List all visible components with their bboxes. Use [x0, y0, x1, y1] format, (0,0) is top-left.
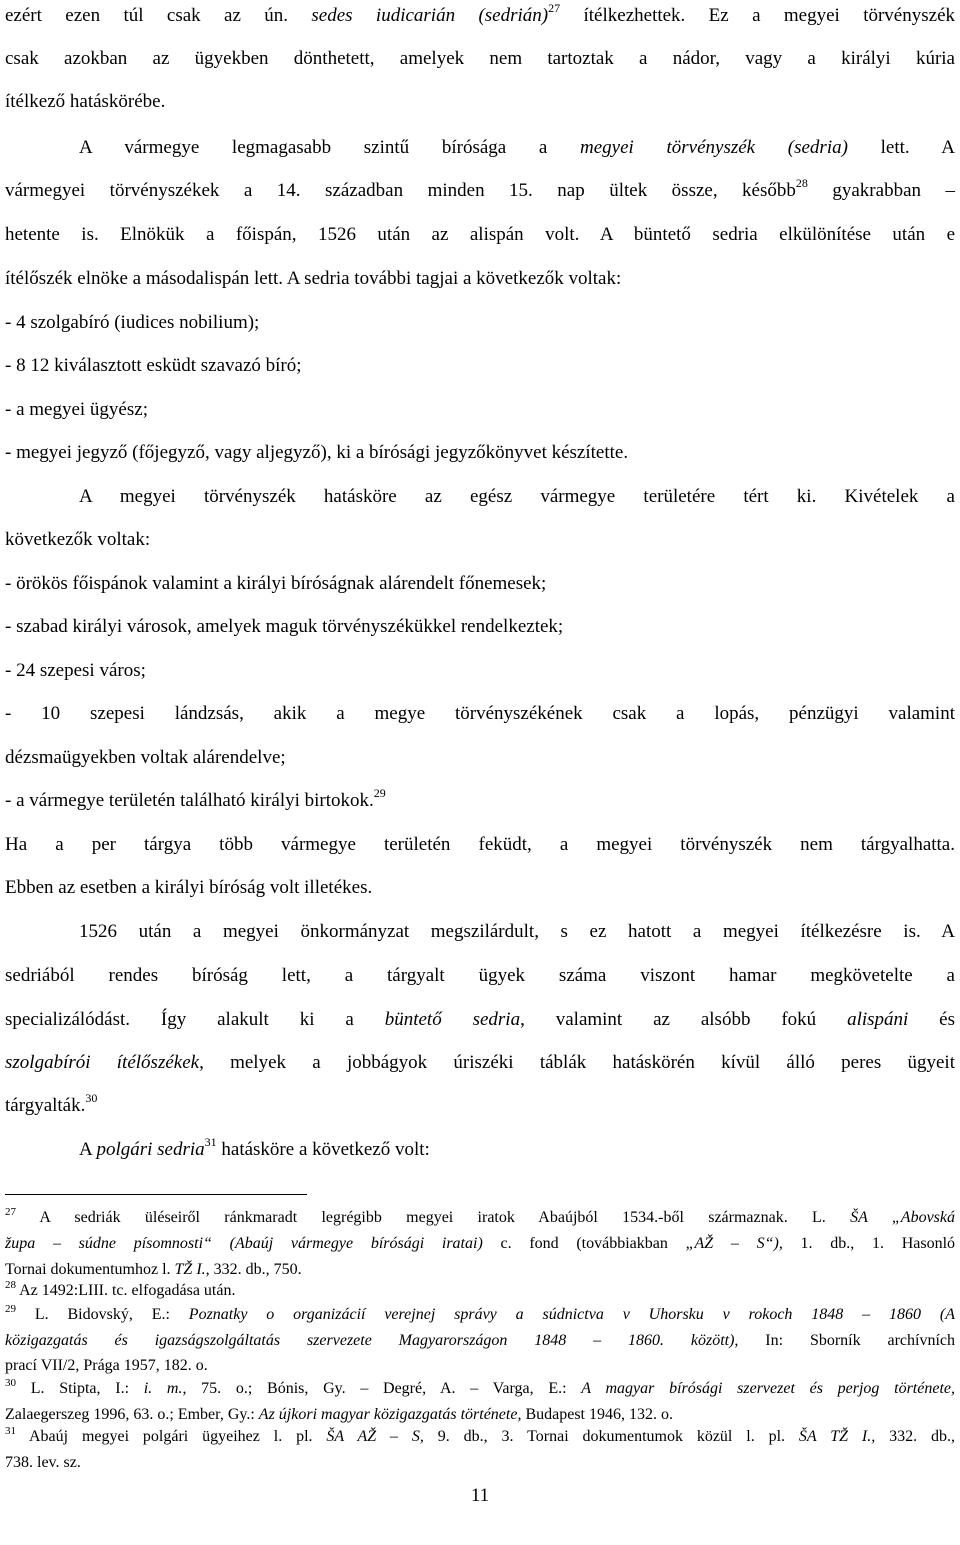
- footnote-29: $^{29}$ L. Bidovský, E.: Poznatky o organizácií verejnej správy a súdnictva v Uhorsku v rokoch 1848 – 1860 (A: [5, 1303, 955, 1323]
- footnote-ref: 31: [204, 1135, 217, 1149]
- body-line: dézsmaügyekben voltak alárendelve;: [5, 747, 286, 768]
- body-line: ítélkező hatáskörébe.: [5, 91, 166, 112]
- list-item: - 24 szepesi város;: [5, 660, 146, 681]
- body-line: sedriából rendes bíróság lett, a tárgyalt ügyek száma viszont hamar megkövetelte a: [5, 965, 955, 986]
- body-line: ezért ezen túl csak az ún. sedes iudicarián (sedrián)$^{27}$ ítélkezhettek. Ez a megyei törvényszék: [5, 1, 955, 26]
- body-line: A vármegye legmagasabb szintű bírósága a megyei törvényszék (sedria) lett. A: [79, 137, 955, 158]
- footnote-27-line: Tornai dokumentumhoz l. TŽ I., 332. db., 750.: [5, 1261, 302, 1278]
- footnote-29-line: prací VII/2, Prága 1957, 182. o.: [5, 1357, 208, 1374]
- footnote-28: $^{28}$ Az 1492:LIII. tc. elfogadása után.: [5, 1279, 236, 1299]
- body-line: A megyei törvényszék hatásköre az egész vármegye területére tért ki. Kivételek a: [79, 486, 955, 507]
- body-line: csak azokban az ügyekben dönthetett, amelyek nem tartoztak a nádor, vagy a királyi kúria: [5, 48, 955, 69]
- footnote-29-line: közigazgatás és igazságszolgáltatás szervezete Magyarországon 1848 – 1860. között), In: Sborník archívních: [5, 1332, 956, 1349]
- body-line: vármegyei törvényszékek a 14. században minden 15. nap ültek össze, később$^{28}$ gyakrabban –: [5, 176, 955, 201]
- list-item: - szabad királyi városok, amelyek maguk törvényszékükkel rendelkeztek;: [5, 616, 564, 637]
- list-item: - a vármegye területén található királyi birtokok.$^{29}$: [5, 786, 386, 811]
- body-line: hetente is. Elnökük a főispán, 1526 után az alispán volt. A büntető sedria elkülönítése után e: [5, 224, 955, 245]
- list-item: - megyei jegyző (főjegyző, vagy aljegyző), ki a bírósági jegyzőkönyvet készítette.: [5, 442, 629, 463]
- footnote-30-line: Zalaegerszeg 1996, 63. o.; Ember, Gy.: Az újkori magyar közigazgatás története, Budapest 1946, 132. o.: [5, 1406, 673, 1423]
- body-line: specializálódást. Így alakult ki a büntető sedria, valamint az alsóbb fokú alispáni és: [5, 1009, 956, 1030]
- body-line: ítélőszék elnöke a másodalispán lett. A sedria további tagjai a következők voltak:: [5, 268, 622, 289]
- body-line: Ebben az esetben a királyi bíróság volt illetékes.: [5, 877, 373, 898]
- body-line: következők voltak:: [5, 529, 151, 550]
- footnote-27-line: župa – súdne písomnosti“ (Abaúj vármegye bírósági iratai) c. fond (továbbiakban „AŽ – S“), 1. db., 1. Hasonló: [5, 1235, 956, 1252]
- body-line: szolgabírói ítélőszékek, melyek a jobbágyok úriszéki táblák hatáskörén kívül álló peres ügyeit: [5, 1052, 955, 1073]
- footnote-31-line: 738. lev. sz.: [5, 1454, 81, 1471]
- list-item: - 4 szolgabíró (iudices nobilium);: [5, 312, 260, 333]
- footnote-31: $^{31}$ Abaúj megyei polgári ügyeihez l. pl. ŠA AŽ – S, 9. db., 3. Tornai dokumentumok közül l. pl. ŠA TŽ I., 332. db.,: [5, 1425, 956, 1445]
- page-number: 11: [470, 1485, 490, 1506]
- list-item: - a megyei ügyész;: [5, 399, 148, 420]
- footnote-30: $^{30}$ L. Stipta, I.: i. m., 75. o.; Bónis, Gy. – Degré, A. – Varga, E.: A magyar bírósági szervezet és perjog története,: [5, 1377, 956, 1397]
- list-item: - örökös főispánok valamint a királyi bíróságnak alárendelt főnemesek;: [5, 573, 547, 594]
- body-line: Ha a per tárgya több vármegye területén feküdt, a megyei törvényszék nem tárgyalhatta.: [5, 834, 955, 855]
- footnote-ref: 28: [795, 176, 808, 190]
- footnote-ref: 27: [548, 1, 561, 15]
- footnote-separator: [5, 1194, 307, 1195]
- body-line: 1526 után a megyei önkormányzat megszilárdult, s ez hatott a megyei ítélkezésre is. A: [79, 921, 955, 942]
- body-line: tárgyalták.$^{30}$: [5, 1091, 98, 1116]
- list-item: - 10 szepesi lándzsás, akik a megye törvényszékének csak a lopás, pénzügyi valamint: [5, 703, 955, 724]
- list-item: - 8 12 kiválasztott esküdt szavazó bíró;: [5, 355, 302, 376]
- footnote-27: $^{27}$ A sedriák üléseiről ránkmaradt legrégibb megyei iratok Abaújból 1534.-ből származnak. L. ŠA „Abovská: [5, 1206, 955, 1226]
- footnote-ref: 29: [373, 786, 386, 800]
- footnote-ref: 30: [85, 1091, 98, 1105]
- body-line: A polgári sedria$^{31}$ hatásköre a következő volt:: [79, 1135, 430, 1160]
